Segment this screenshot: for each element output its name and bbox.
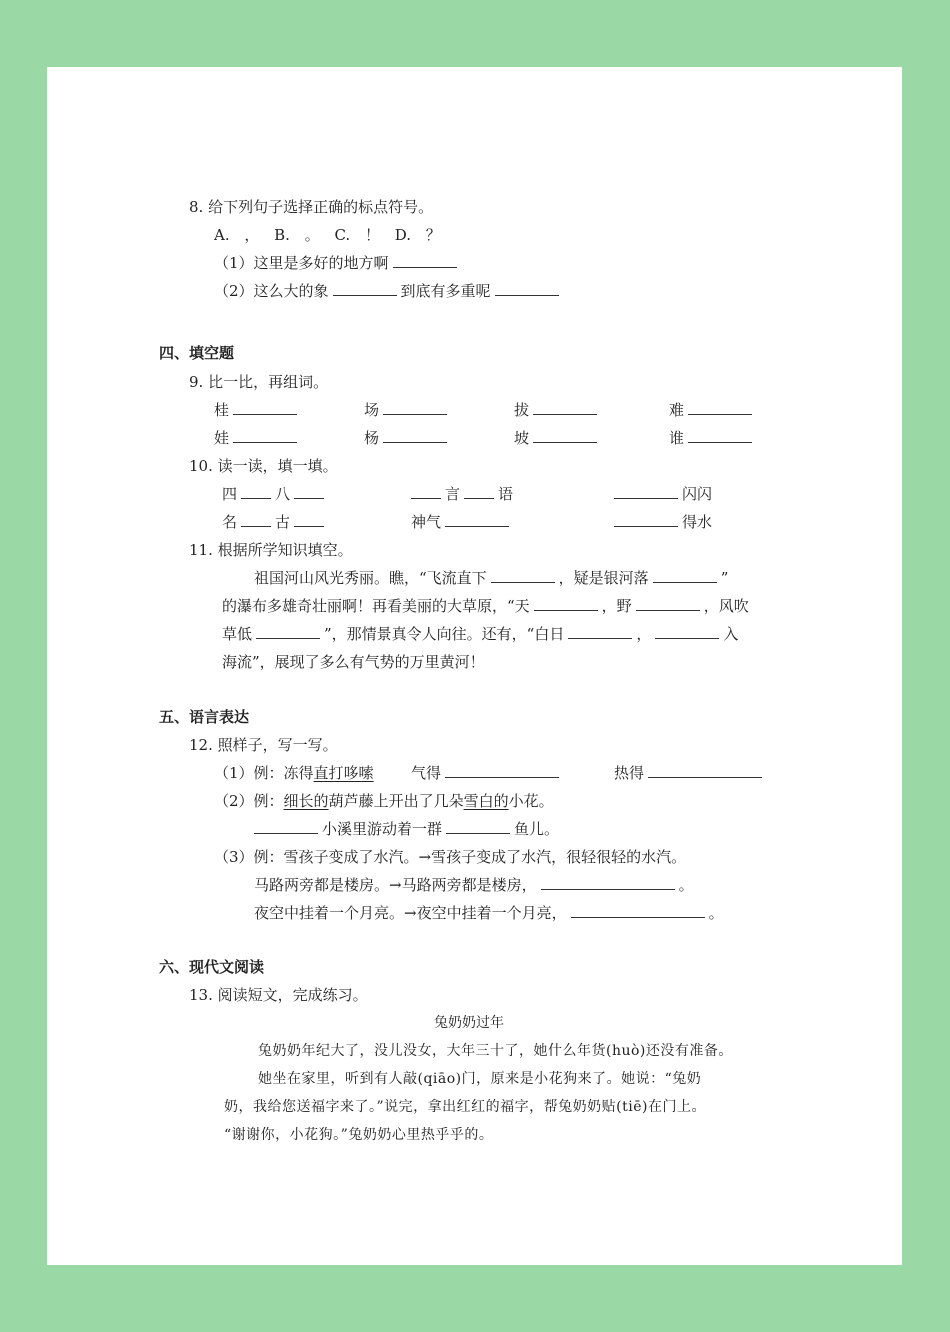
q12-title: 12. 照样子，写一写。: [189, 736, 338, 754]
q8-item-2: [214, 281, 563, 301]
q9-char: 场: [364, 401, 380, 419]
q10-blank[interactable]: [614, 484, 678, 499]
q10-char: 名: [222, 513, 238, 531]
q9-cell: [669, 400, 756, 420]
q8-item-1-blank[interactable]: [393, 253, 457, 268]
q10-idiom: [610, 512, 712, 532]
q11-blank[interactable]: [256, 624, 320, 639]
q10-idiom: [610, 484, 712, 504]
q11-text: ，: [636, 625, 652, 643]
q12-text: （1）例：冻得: [214, 764, 314, 782]
q9-char: 谁: [669, 429, 685, 447]
q11-text: 入: [723, 625, 739, 643]
q12-exercise-1a: [411, 763, 563, 783]
q10-idiom: [222, 512, 328, 532]
q8-item-2-text-b: 到底有多重呢: [400, 282, 491, 300]
q9-blank[interactable]: [233, 400, 297, 415]
q12-text: （2）例：: [214, 792, 284, 810]
q8-item-1-text: （1）这里是多好的地方啊: [214, 254, 389, 272]
q9-cell: [364, 400, 451, 420]
q10-char: 语: [498, 485, 514, 503]
q11-blank[interactable]: [534, 596, 598, 611]
q10-char: 古: [275, 513, 291, 531]
q12-underlined-text: 细长的: [283, 792, 329, 810]
q12-text: 夜空中挂着一个月亮。→夜空中挂着一个月亮，: [254, 904, 567, 922]
q10-blank[interactable]: [241, 512, 271, 527]
q9-cell: [669, 428, 756, 448]
q10-title: 10. 读一读，填一填。: [189, 457, 338, 475]
story-paragraph-2-cont: 奶，我给您送福字来了。”说完，拿出红红的福字，帮兔奶奶贴(tiē)在门上。: [224, 1099, 706, 1115]
q11-text: 祖国河山风光秀丽。瞧，“飞流直下: [254, 569, 487, 587]
q12-text: 气得: [411, 764, 442, 782]
q12-blank[interactable]: [541, 875, 675, 890]
q8-options: A. ， B. 。 C. ！ D. ？: [214, 226, 441, 244]
q11-text: 草低: [222, 625, 253, 643]
section-6-heading: 六、现代文阅读: [159, 958, 265, 976]
q10-blank[interactable]: [445, 512, 509, 527]
q9-cell: [214, 400, 301, 420]
q9-title: 9. 比一比，再组词。: [189, 373, 329, 391]
q8-item-2-text-a: （2）这么大的象: [214, 282, 329, 300]
q11-text: ，风吹: [703, 597, 749, 615]
q11-blank[interactable]: [568, 624, 632, 639]
section-5-heading: 五、语言表达: [159, 708, 250, 726]
q12-underlined-text: 雪白的: [463, 792, 509, 810]
q9-blank[interactable]: [688, 400, 752, 415]
q10-char: 四: [222, 485, 238, 503]
q10-idiom: [407, 484, 513, 504]
q9-blank[interactable]: [688, 428, 752, 443]
q12-text: 小溪里游动着一群: [322, 820, 443, 838]
q9-char: 坡: [514, 429, 530, 447]
section-4-heading: 四、填空题: [159, 344, 235, 362]
story-paragraph-2: 她坐在家里，听到有人敲(qiāo)门，原来是小花狗来了。她说：“兔奶: [258, 1071, 702, 1087]
q11-line-4: 海流”，展现了多么有气势的万里黄河！: [222, 653, 485, 671]
story-title: 兔奶奶过年: [434, 1015, 504, 1031]
q10-blank[interactable]: [294, 512, 324, 527]
q10-char: 闪闪: [682, 485, 713, 503]
q11-text: ，野: [601, 597, 632, 615]
story-paragraph-3: “谢谢你，小花狗。”兔奶奶心里热乎乎的。: [224, 1127, 494, 1143]
q8-item-1: [214, 253, 461, 273]
q12-text: 小花。: [508, 792, 554, 810]
q11-blank[interactable]: [636, 596, 700, 611]
q10-char: 得水: [682, 513, 713, 531]
q9-char: 桂: [214, 401, 230, 419]
q12-blank[interactable]: [648, 763, 762, 778]
q9-blank[interactable]: [383, 428, 447, 443]
q12-exercise-2: [250, 819, 559, 839]
q9-cell: [514, 428, 601, 448]
q11-text: ”，那情景真令人向往。还有，“白日: [324, 625, 565, 643]
q8-item-2-blank-1[interactable]: [333, 281, 397, 296]
q10-blank[interactable]: [411, 484, 441, 499]
q10-blank[interactable]: [241, 484, 271, 499]
q12-text: 葫芦藤上开出了几朵: [328, 792, 464, 810]
q12-example-1: [214, 763, 374, 783]
q11-line-3: [222, 624, 738, 644]
q10-blank[interactable]: [464, 484, 494, 499]
q8-item-2-blank-2[interactable]: [495, 281, 559, 296]
q10-blank[interactable]: [614, 512, 678, 527]
story-paragraph-1: 兔奶奶年纪大了，没儿没女，大年三十了，她什么年货(huò)还没有准备。: [258, 1043, 733, 1059]
q11-blank[interactable]: [653, 568, 717, 583]
q9-cell: [364, 428, 451, 448]
q10-idiom: [222, 484, 328, 504]
worksheet-page: [47, 67, 902, 1265]
q12-example-3: （3）例：雪孩子变成了水汽。→雪孩子变成了水汽，很轻很轻的水汽。: [214, 848, 687, 866]
q10-blank[interactable]: [294, 484, 324, 499]
q9-blank[interactable]: [533, 428, 597, 443]
q9-blank[interactable]: [533, 400, 597, 415]
q12-underlined-text: 直打哆嗦: [313, 764, 374, 782]
q9-cell: [214, 428, 301, 448]
q10-char: 神气: [411, 513, 442, 531]
q12-text: 热得: [614, 764, 645, 782]
q12-blank[interactable]: [446, 819, 510, 834]
q8-title: 8. 给下列句子选择正确的标点符号。: [189, 198, 434, 216]
q11-text: ，疑是银河落: [558, 569, 649, 587]
q10-idiom: [411, 512, 513, 532]
q12-blank[interactable]: [571, 903, 705, 918]
q12-exercise-1b: [614, 763, 766, 783]
q11-text: 的瀑布多雄奇壮丽啊！再看美丽的大草原，“天: [222, 597, 530, 615]
q9-char: 杨: [364, 429, 380, 447]
q9-char: 难: [669, 401, 685, 419]
q12-text: 马路两旁都是楼房。→马路两旁都是楼房，: [254, 876, 537, 894]
q11-text: ”: [720, 569, 729, 587]
q11-blank[interactable]: [655, 624, 719, 639]
q9-blank[interactable]: [233, 428, 297, 443]
q9-blank[interactable]: [383, 400, 447, 415]
q12-example-2: [214, 791, 554, 811]
q12-blank[interactable]: [445, 763, 559, 778]
q10-char: 八: [275, 485, 291, 503]
q10-char: 言: [445, 485, 461, 503]
q12-exercise-3b: [254, 903, 724, 923]
q12-text: 。: [708, 904, 724, 922]
q12-text: 。: [678, 876, 694, 894]
q13-title: 13. 阅读短文，完成练习。: [189, 986, 368, 1004]
q11-title: 11. 根据所学知识填空。: [189, 541, 353, 559]
q9-char: 拔: [514, 401, 530, 419]
q11-blank[interactable]: [491, 568, 555, 583]
q11-line-2: [222, 596, 749, 616]
q12-text: 鱼儿。: [514, 820, 560, 838]
q9-char: 娃: [214, 429, 230, 447]
q12-exercise-3a: [254, 875, 694, 895]
q11-line-1: [254, 568, 728, 588]
q9-cell: [514, 400, 601, 420]
q12-blank[interactable]: [254, 819, 318, 834]
